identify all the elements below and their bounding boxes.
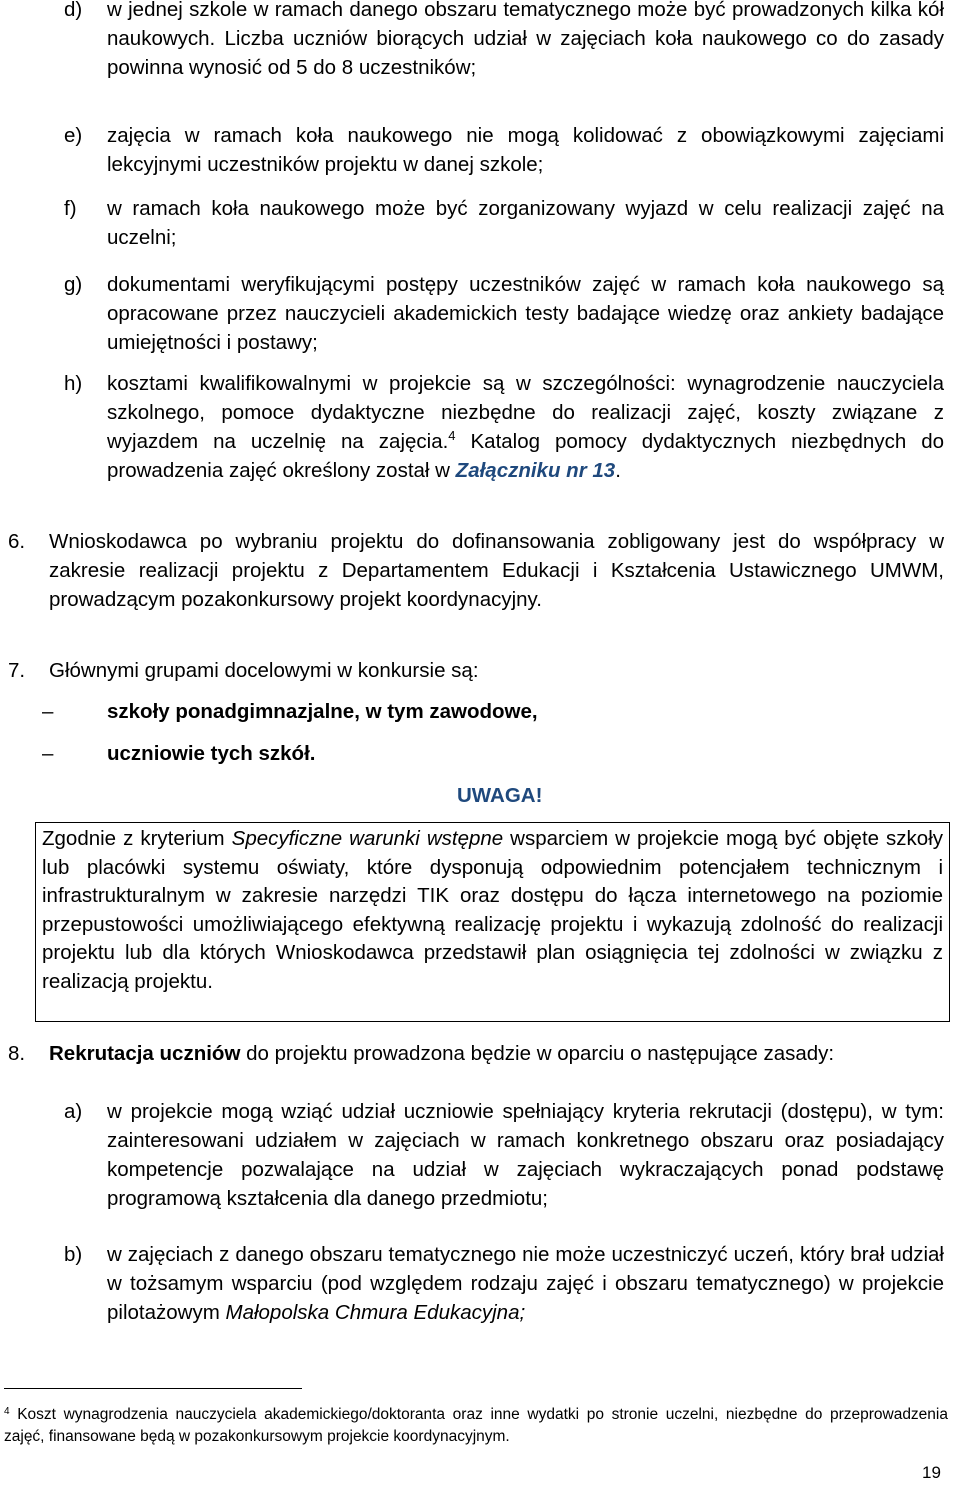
item-number: 7. xyxy=(8,659,26,682)
list-label: b) xyxy=(64,1243,83,1266)
footnote-separator xyxy=(4,1388,302,1389)
list-text-part: Katalog pomocy dydaktycznych niezbędnych do prowadzenia zajęć określony został w xyxy=(107,430,944,482)
list-label: h) xyxy=(64,372,83,395)
footnote-number: 4 xyxy=(4,1406,10,1417)
bullet-text: uczniowie tych szkół. xyxy=(107,742,316,765)
item-number: 6. xyxy=(8,530,26,553)
item-text xyxy=(49,1039,944,1068)
sub-item-a xyxy=(64,1097,944,1213)
list-text-part: . xyxy=(615,459,621,482)
item-7 xyxy=(8,656,944,685)
callout-text-part: Zgodnie z kryterium xyxy=(42,827,232,850)
item-6 xyxy=(8,527,944,614)
item-text: Głównymi grupami docelowymi w konkursie są: xyxy=(49,659,479,682)
sub-item-b xyxy=(64,1240,944,1327)
callout-text xyxy=(42,825,943,996)
callout-heading: UWAGA! xyxy=(457,784,543,807)
dash-icon: – xyxy=(42,700,54,723)
list-text: dokumentami weryfikującymi postępy uczestników zajęć w ramach koła naukowego są opracowane przez nauczycieli akademickich testy badające wiedzę oraz ankiety badające umiejętności i postawy; xyxy=(107,273,944,354)
list-label: a) xyxy=(64,1100,83,1123)
list-label: g) xyxy=(64,273,83,296)
callout-text-part: wsparciem w projekcie mogą być objęte szkoły lub placówki systemu oświaty, które dysponują odpowiednim potencjałem technicznym i infrastrukturalnym w zakresie narzędzi TIK oraz dostępu do łącza internetowego na poziomie przepustowości umożliwiającego efektywną realizację projektu i wykazują zdolność do realizacji projektu lub dla których Wnioskodawca przedstawił plan osiągnięcia tej zdolności w związku z realizacją projektu. xyxy=(42,827,944,993)
item-text-part: do projektu prowadzona będzie w oparciu o następujące zasady: xyxy=(240,1042,835,1065)
list-item-e xyxy=(64,121,944,179)
item-text: Wnioskodawca po wybraniu projektu do dofinansowania zobligowany jest do współpracy w zakresie realizacji projektu z Departamentem Edukacji i Kształcenia Ustawicznego UMWM, prowadzącym pozakonkursowy projekt koordynacyjny. xyxy=(49,530,944,611)
item-number: 8. xyxy=(8,1042,26,1065)
page-number: 19 xyxy=(922,1463,941,1482)
list-text: w jednej szkole w ramach danego obszaru tematycznego może być prowadzonych kilka kół naukowych. Liczba uczniów biorących udział w zajęciach koła naukowego co do zasady powinna wynosić od 5 do 8 uczestników; xyxy=(107,0,944,79)
list-text: w ramach koła naukowego może być zorganizowany wyjazd w celu realizacji zajęć na uczelni; xyxy=(107,197,944,249)
list-label: f) xyxy=(64,197,77,220)
list-item-h xyxy=(64,369,944,485)
project-name: Małopolska Chmura Edukacyjna; xyxy=(225,1301,526,1324)
item-bold-text: Rekrutacja uczniów xyxy=(49,1042,241,1065)
list-item-g xyxy=(64,270,944,357)
list-text xyxy=(107,1240,944,1327)
footnote xyxy=(4,1404,948,1448)
footnote-text: Koszt wynagrodzenia nauczyciela akademickiego/doktoranta oraz inne wydatki po stronie uczelni, niezbędne do przeprowadzenia zajęć, finansowane będą w pozakonkursowym projekcie koordynacyjnym. xyxy=(4,1406,948,1445)
list-text-part: kosztami kwalifikowalnymi w projekcie są w szczególności: wynagrodzenie nauczyciela szkolnego, pomoce dydaktyczne niezbędne do realizacji zajęć, koszty związane z wyjazdem na uczelnię na zajęcia. xyxy=(107,372,944,453)
bullet-text: szkoły ponadgimnazjalne, w tym zawodowe, xyxy=(107,700,538,723)
bullet-item xyxy=(42,739,742,768)
list-label: e) xyxy=(64,124,83,147)
bullet-item xyxy=(42,697,742,726)
list-label: d) xyxy=(64,0,83,21)
list-text: zajęcia w ramach koła naukowego nie mogą kolidować z obowiązkowymi zajęciami lekcyjnymi uczestników projektu w danej szkole; xyxy=(107,124,944,176)
attachment-link[interactable]: Załączniku nr 13 xyxy=(455,459,616,482)
list-text: w projekcie mogą wziąć udział uczniowie spełniający kryteria rekrutacji (dostępu), w tym: zainteresowani udziałem w zajęciach w ramach konkretnego obszaru oraz posiadający kompetencje pozwalające na udział w zajęciach wykraczających ponad podstawę programową kształcenia dla danego przedmiotu; xyxy=(107,1100,944,1210)
footnote-ref[interactable]: 4 xyxy=(448,428,456,443)
item-8 xyxy=(8,1039,944,1068)
callout-box xyxy=(35,822,950,1022)
list-item-f xyxy=(64,194,944,252)
criterion-name: Specyficzne warunki wstępne xyxy=(231,827,504,850)
list-text-part: w zajęciach z danego obszaru tematycznego nie może uczestniczyć uczeń, który brał udział w tożsamym wsparciu (pod względem rodzaju zajęć i obszaru tematycznego) w projekcie pilotażowym xyxy=(107,1243,944,1324)
list-item-d xyxy=(64,0,944,82)
list-text xyxy=(107,369,944,485)
dash-icon: – xyxy=(42,742,54,765)
